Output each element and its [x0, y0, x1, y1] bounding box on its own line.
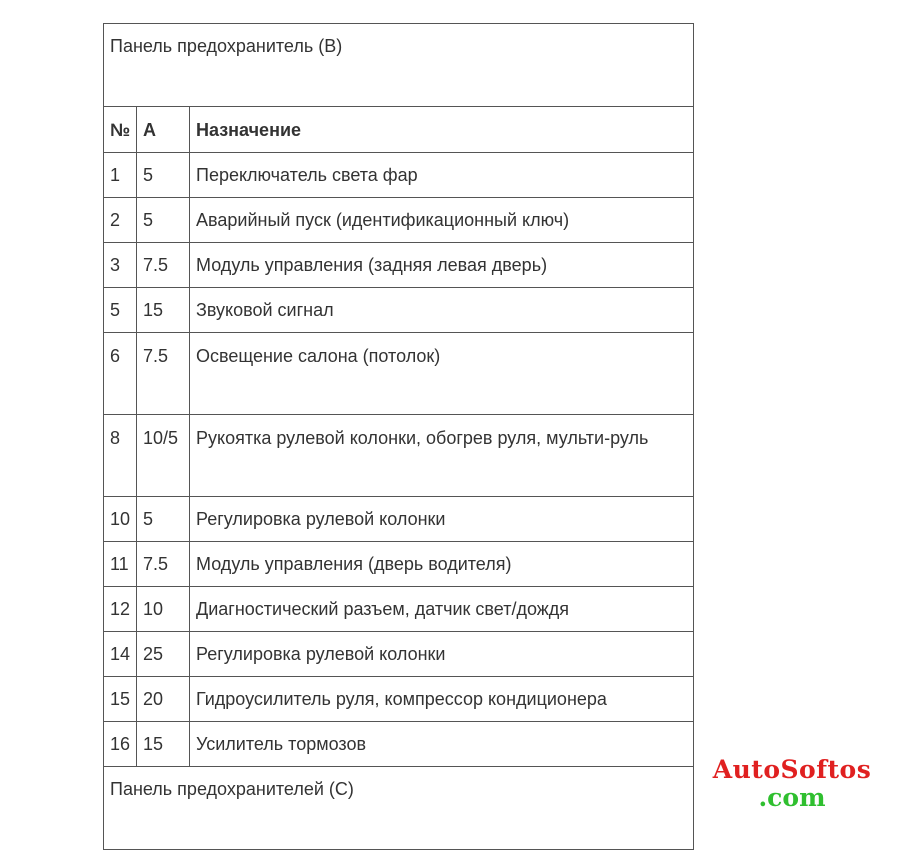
cell-amp: 7.5 — [137, 542, 190, 587]
table-row — [104, 632, 694, 677]
cell-num: 16 — [104, 722, 137, 767]
cell-amp: 5 — [137, 198, 190, 243]
cell-num: 11 — [104, 542, 137, 587]
panel-b-row — [104, 24, 694, 107]
cell-num: 5 — [104, 288, 137, 333]
cell-dest: Модуль управления (задняя левая дверь) — [190, 243, 694, 288]
cell-num: 1 — [104, 153, 137, 198]
cell-dest: Гидроусилитель руля, компрессор кондиционера — [190, 677, 694, 722]
cell-num: 14 — [104, 632, 137, 677]
header-dest: Назначение — [190, 107, 694, 153]
cell-amp: 7.5 — [137, 243, 190, 288]
watermark-line2: .com — [758, 783, 826, 812]
cell-amp: 25 — [137, 632, 190, 677]
table-row — [104, 198, 694, 243]
table-row — [104, 542, 694, 587]
cell-amp: 10/5 — [137, 415, 190, 497]
cell-dest: Освещение салона (потолок) — [190, 333, 694, 415]
cell-dest: Регулировка рулевой колонки — [190, 632, 694, 677]
table-row — [104, 333, 694, 415]
table-row — [104, 587, 694, 632]
cell-num: 6 — [104, 333, 137, 415]
table-header — [104, 107, 694, 153]
header-num: № — [104, 107, 137, 153]
table-row — [104, 497, 694, 542]
cell-amp: 20 — [137, 677, 190, 722]
table-row — [104, 243, 694, 288]
cell-num: 2 — [104, 198, 137, 243]
table-row — [104, 415, 694, 497]
cell-num: 8 — [104, 415, 137, 497]
panel-b-title: Панель предохранитель (B) — [104, 24, 694, 107]
watermark-line1: AutoSoftos — [712, 755, 872, 784]
fuse-table — [103, 23, 694, 850]
cell-dest: Рукоятка рулевой колонки, обогрев руля, мульти-руль — [190, 415, 694, 497]
table-row — [104, 288, 694, 333]
cell-amp: 5 — [137, 497, 190, 542]
cell-amp: 15 — [137, 722, 190, 767]
cell-dest: Регулировка рулевой колонки — [190, 497, 694, 542]
panel-c-title: Панель предохранителей (C) — [104, 767, 694, 850]
cell-dest: Модуль управления (дверь водителя) — [190, 542, 694, 587]
cell-num: 12 — [104, 587, 137, 632]
cell-num: 3 — [104, 243, 137, 288]
cell-amp: 5 — [137, 153, 190, 198]
cell-num: 10 — [104, 497, 137, 542]
cell-dest: Диагностический разъем, датчик свет/дождя — [190, 587, 694, 632]
cell-dest: Переключатель света фар — [190, 153, 694, 198]
cell-dest: Усилитель тормозов — [190, 722, 694, 767]
cell-amp: 15 — [137, 288, 190, 333]
cell-num: 15 — [104, 677, 137, 722]
table-row — [104, 677, 694, 722]
cell-dest: Аварийный пуск (идентификационный ключ) — [190, 198, 694, 243]
panel-c-row — [104, 767, 694, 850]
table-row — [104, 153, 694, 198]
table-row — [104, 722, 694, 767]
watermark-logo — [697, 756, 887, 812]
cell-amp: 10 — [137, 587, 190, 632]
cell-amp: 7.5 — [137, 333, 190, 415]
cell-dest: Звуковой сигнал — [190, 288, 694, 333]
header-amp: A — [137, 107, 190, 153]
